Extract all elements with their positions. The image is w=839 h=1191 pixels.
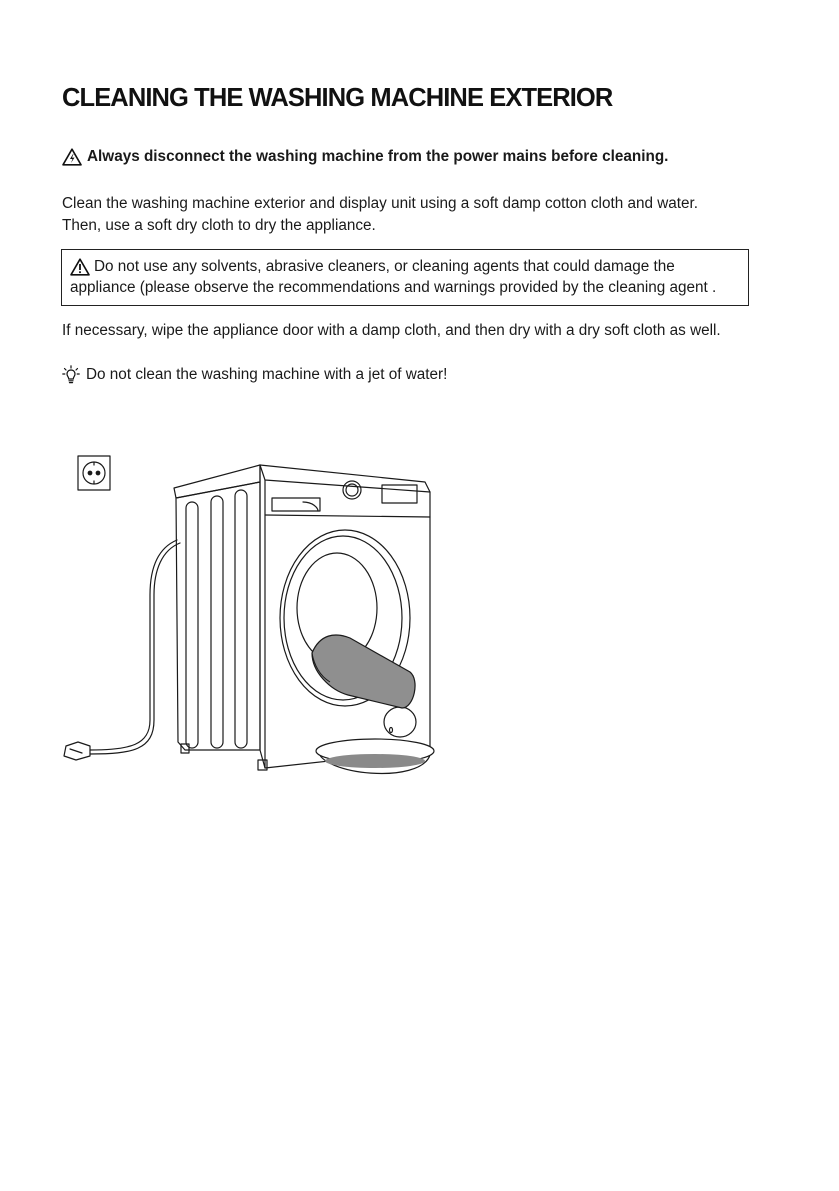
cleaning-instructions [62,193,762,236]
door-instruction: If necessary, wipe the appliance door with a damp cloth, and then dry with a dry soft cloth as well. [62,322,721,339]
instruction-line: Clean the washing machine exterior and display unit using a soft damp cotton cloth and water. [62,195,699,212]
tip-text: Do not clean the washing machine with a jet of water! [86,366,448,383]
power-cable-icon [64,540,180,760]
electric-warning-icon [62,148,82,166]
washing-machine-illustration [50,450,450,795]
machine-side-panel [174,465,260,753]
caution-box [61,249,749,306]
caution-triangle-icon [70,258,90,276]
caution-text-line: Do not use any solvents, abrasive cleaners, or cleaning agents that could damage the [94,258,675,275]
tip-note [62,365,447,385]
power-warning [62,148,668,166]
lightbulb-icon [62,365,80,385]
wall-socket-icon [78,456,110,490]
power-warning-text: Always disconnect the washing machine from the power mains before cleaning. [87,148,669,165]
page-title: CLEANING THE WASHING MACHINE EXTERIOR [62,84,613,112]
instruction-line: Then, use a soft dry cloth to dry the appliance. [62,216,376,234]
caution-text-line: appliance (please observe the recommendations and warnings provided by the cleaning agent . [70,279,717,296]
machine-front-panel [258,465,430,770]
water-bowl-icon [316,739,434,774]
